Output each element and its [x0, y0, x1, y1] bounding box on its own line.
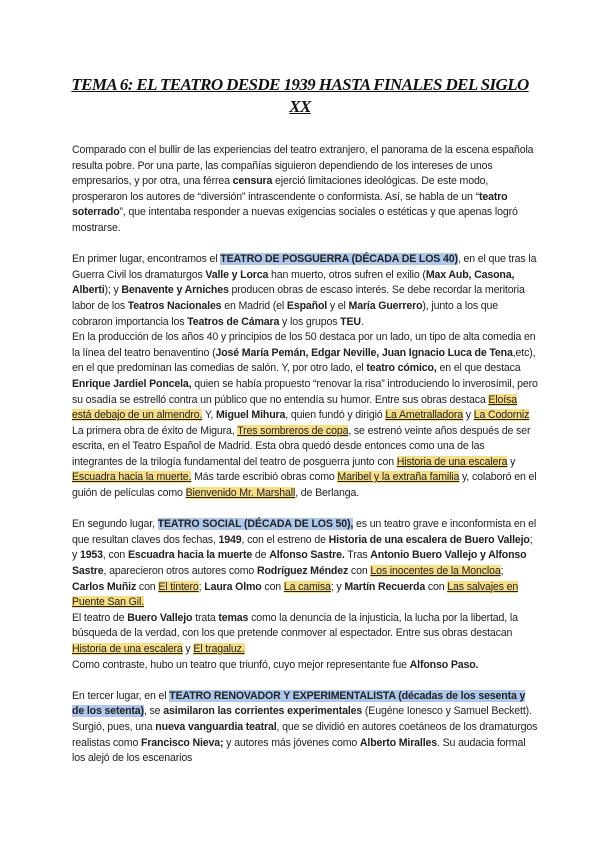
work-title-highlight: La Codorniz: [473, 409, 530, 422]
bold-term: nueva vanguardia teatral: [155, 720, 277, 733]
bold-term: Español: [286, 299, 328, 312]
text: en Madrid (el: [221, 299, 287, 312]
text: y: [507, 455, 516, 468]
text: y autores más jóvenes como: [223, 736, 360, 749]
bold-term: Francisco Nieva;: [141, 736, 224, 749]
text: Y,: [202, 409, 216, 422]
paragraph-posguerra: [72, 252, 538, 330]
page-title: TEMA 6: EL TEATRO DESDE 1939 HASTA FINALES DEL SIGLO XX: [71, 75, 529, 116]
bold-term: Enrique Jardiel Poncela,: [72, 377, 192, 390]
text: y los grupos: [279, 315, 341, 328]
text: ;: [198, 580, 205, 593]
bold-term: Benavente y Arniches: [121, 284, 229, 297]
section-highlight: TEATRO RENOVADOR Y EXPERIMENTALISTA (décadas de los sesenta y de los setenta): [72, 689, 526, 718]
bold-term: teatro cómico,: [366, 362, 437, 375]
bold-term: 1953: [79, 549, 103, 562]
text: ,etc), en el que predominan las comedias de salón. Y, por otro lado, el: [72, 346, 536, 375]
bold-term: José María Pemán, Edgar Neville, Juan Ignacio Luca de Tena: [215, 346, 513, 359]
text: En primer lugar, encontramos el: [72, 253, 221, 266]
bold-term: Martín Recuerda: [344, 580, 426, 593]
paragraph-buero-vallejo: [72, 611, 538, 658]
text: , con: [102, 549, 128, 562]
text: En tercer lugar, en el: [72, 689, 170, 702]
bold-term: Alfonso Paso.: [409, 658, 479, 671]
text: La primera obra de éxito de Migura,: [72, 424, 238, 437]
text: y: [463, 409, 474, 422]
text: ; y: [330, 580, 345, 593]
bold-term: TEU: [340, 315, 361, 328]
work-title-highlight: Bienvenido Mr. Marshall: [185, 487, 296, 500]
work-title-highlight: La Ametralladora: [385, 409, 464, 422]
work-title-highlight: Tres sombreros de copa: [237, 424, 349, 437]
text: ejerció limitaciones ideológicas. De este modo, prosperaron los autores de “diversión” intrascendente o conformista. Así, se habla de un “: [72, 175, 489, 203]
text: , de Berlanga.: [295, 487, 360, 500]
text: Tras: [344, 549, 371, 562]
text: (Eugéne Ionesco y Samuel Beckett). Surgió, pues, una: [72, 705, 532, 733]
text: Más tarde escribió obras como: [191, 471, 338, 484]
work-title-highlight: Historia de una escalera: [72, 643, 183, 655]
text: trata: [192, 611, 219, 624]
paragraph-teatro-social: [72, 517, 538, 611]
text: con: [136, 580, 159, 593]
bold-term: Teatros Nacionales: [127, 299, 222, 312]
text: ); y: [104, 284, 122, 297]
text: ), junto a los que cobraron importancia los: [72, 299, 499, 328]
work-title-highlight: La camisa: [283, 580, 331, 593]
bold-term: censura: [232, 175, 273, 188]
paragraph-intro: [72, 143, 538, 237]
text: Como contraste, hubo un teatro que triunfó, cuyo mejor representante fue: [72, 658, 410, 671]
text: , con el estreno de: [241, 533, 329, 546]
bold-term: teatro soterrado: [72, 190, 508, 219]
bold-term: Escuadra hacia la muerte: [127, 549, 253, 562]
work-title-highlight: El tragaluz.: [193, 643, 245, 655]
text: y el: [327, 299, 349, 312]
bold-term: Historia de una escalera de Buero Vallejo: [328, 533, 530, 546]
work-title-highlight: Historia de una escalera: [396, 455, 508, 468]
text: ;: [500, 565, 504, 578]
section-highlight: TEATRO DE POSGUERRA (DÉCADA DE LOS 40): [220, 253, 458, 266]
paragraph-mihura: [72, 424, 538, 502]
paragraph-alfonso-paso: [72, 658, 538, 674]
bold-term: Max Aub, Casona, Alberti: [72, 268, 515, 297]
work-title-highlight: Maribel y la extraña familia: [337, 471, 460, 484]
text: Comparado con el bullir de las experiencias del teatro extranjero, el panorama de la escena española resulta pobre. Por una parte, las compañías siguieron dependiendo de los intereses de unos empresarios, y por otra, una férrea: [72, 144, 534, 188]
text: En segundo lugar,: [72, 518, 158, 531]
bold-term: Laura Olmo: [204, 580, 262, 593]
text: .: [360, 315, 364, 328]
text: ”, que intentaba responder a nuevas exigencias sociales o estéticas y que apenas logró mostrarse.: [72, 206, 518, 234]
bold-term: Valle y Lorca: [205, 268, 269, 281]
text: En la producción de los años 40 y principios de los 50 destaca por un lado, un tipo de alta comedia en la línea del teatro benaventino (: [72, 331, 536, 359]
text: ; y: [72, 533, 533, 562]
bold-term: Buero Vallejo: [127, 611, 193, 624]
bold-term: Antonio Buero Vallejo y Alfonso Sastre: [72, 549, 527, 578]
text: , en el que tras la Guerra Civil los dramaturgos: [72, 253, 537, 281]
bold-term: Carlos Muñiz: [72, 580, 137, 593]
bold-term: María Guerrero: [348, 299, 423, 312]
bold-term: Alfonso Sastre.: [269, 549, 345, 562]
text: El teatro de: [72, 611, 128, 624]
bold-term: Teatros de Cámara: [187, 315, 280, 328]
text: , que se dividió en autores coetáneos de los dramaturgos realistas como: [72, 720, 538, 749]
text: de: [252, 549, 270, 562]
bold-term: Miguel Mihura: [215, 409, 286, 422]
bold-term: Alberto Miralles: [359, 736, 437, 749]
work-title-highlight: Escuadra hacia la muerte.: [72, 471, 192, 484]
text: con: [261, 580, 284, 593]
work-title-highlight: Los inocentes de la Moncloa: [370, 565, 501, 578]
text: , se: [143, 705, 164, 718]
work-title-highlight: El tintero: [158, 580, 199, 593]
text: , aparecieron otros autores como: [103, 565, 257, 578]
text: como la denuncia de la injusticia, la lucha por la libertad, la búsqueda de la verdad, con los que pretende conmover al espectador. Entre sus obras destacan: [72, 611, 518, 640]
work-title-highlight: Las salvajes en Puente San Gil.: [72, 580, 519, 609]
text: y, colaboró en el guión de películas como: [72, 471, 537, 500]
document-body: [72, 143, 538, 767]
text: , quien fundó y dirigió: [285, 409, 386, 422]
section-highlight: TEATRO SOCIAL (DÉCADA DE LOS 50),: [157, 518, 354, 531]
text: es un teatro grave e inconformista en el que resultan claves dos fechas,: [72, 518, 537, 546]
bold-term: temas: [218, 611, 249, 624]
text: producen obras de escaso interés. Se debe recordar la meritoria labor de los: [72, 284, 525, 312]
text: han muerto, otros sufren el exilio (: [268, 268, 426, 281]
text: con: [425, 580, 448, 593]
text: , se estrenó veinte años después de ser escrita, en el Teatro Español de Madrid. Esta obra quedó desde entonces como una de las integrantes de la trilogía fundamental del teatro de posguerra junto con: [72, 424, 531, 468]
text: quien se había propuesto “renovar la risa” introduciendo lo inverosímil, pero su osadía se estrelló contra un público que no entendía su humor. Entre sus obras destaca: [72, 377, 538, 406]
bold-term: asimilaron las corrientes experimentales: [163, 705, 363, 718]
paragraph-teatro-renovador: [72, 689, 538, 767]
bold-term: Rodríguez Méndez: [256, 565, 349, 578]
work-title-highlight: Eloísa está debajo de un almendro.: [72, 393, 517, 422]
text: con: [348, 565, 371, 578]
text: en el que destaca: [436, 362, 521, 375]
paragraph-alta-comedia: [72, 330, 538, 424]
bold-term: 1949: [218, 533, 242, 546]
text: . Su audacia formal los alejó de los escenarios: [72, 736, 526, 765]
text: y: [182, 643, 194, 655]
